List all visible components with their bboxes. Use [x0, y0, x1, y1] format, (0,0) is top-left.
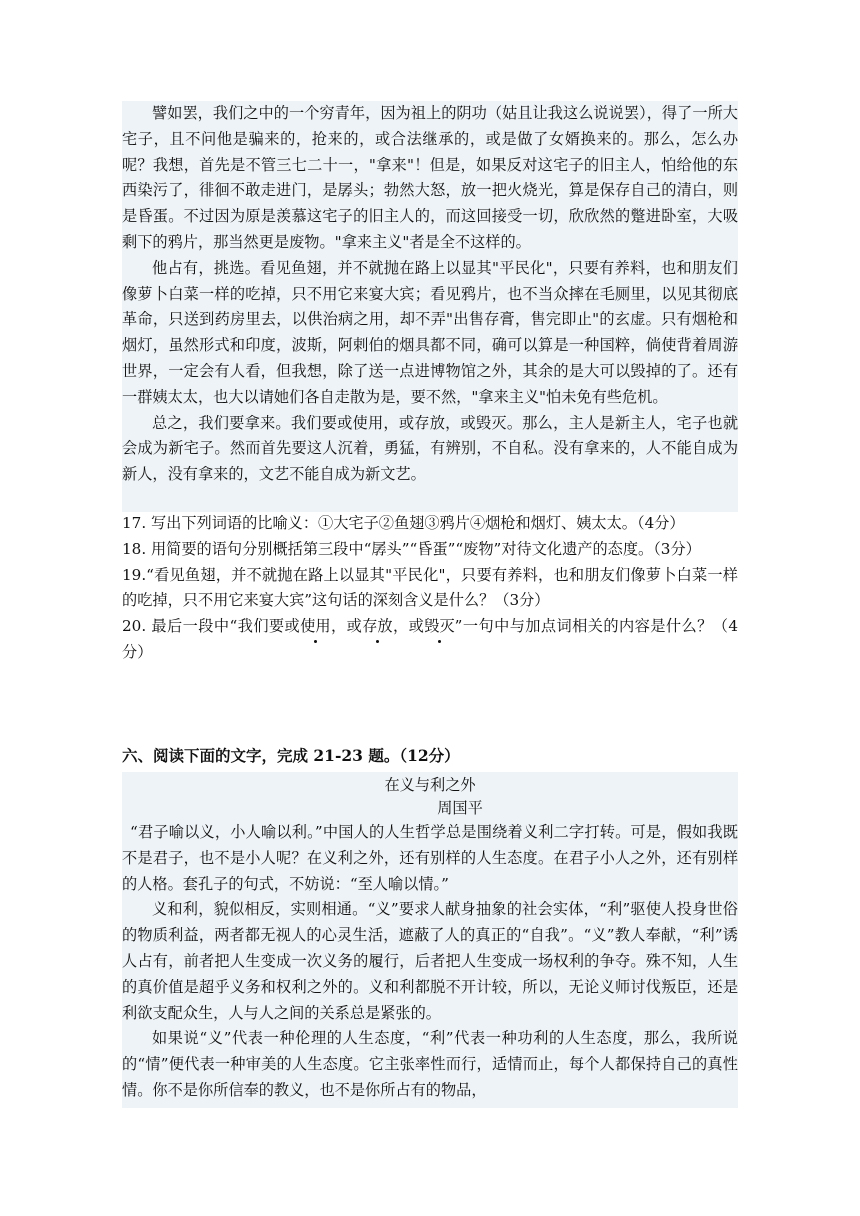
- question-20-suffix: ”一句中与加点词相关的内容是什么？（4分）: [122, 617, 739, 661]
- question-17: 17. 写出下列词语的比喻义：①大宅子②鱼翅③鸦片④烟枪和烟灯、姨太太。（4分）: [122, 514, 685, 532]
- question-18: 18. 用简要的语句分别概括第三段中“孱头”“昏蛋”“废物”对待文化遗产的态度。（3分）: [122, 539, 701, 558]
- dotted-word-store: 存放: [362, 614, 392, 640]
- question-20-prefix: 20. 最后一段中“我们要或: [122, 617, 301, 636]
- passage-2-paragraph-2: 义和利，貌似相反，实则相通。“义”要求人献身抽象的社会实体，“利”驱使人投身世俗的物质利益，两者都无视人的心灵生活，遮蔽了人的真正的“自我”。“义”教人奉献，“利”诱人占有，前者把人生变成一次义务的履行，后者把人生变成一场权利的争夺。殊不知，人生的真价值是超乎义务和权利之外的。义和利都脱不开计较，所以，无论义师讨伐叛臣，还是利欲支配众生，人与人之间的关系总是紧张的。: [122, 900, 738, 1022]
- section-6-heading: 六、阅读下面的文字，完成 21-23 题。（12分）: [122, 746, 460, 765]
- dotted-word-destroy: 毁灭: [424, 614, 454, 640]
- question-20-mid-1: ，或: [330, 617, 363, 636]
- question-20: [122, 614, 738, 666]
- questions-17-20: [122, 511, 738, 666]
- question-19: 19.“看见鱼翅，并不就抛在路上以显其"平民化"，只要有养料，也和朋友们像萝卜白菜一样的吃掉，只不用它来宴大宾”这句话的深刻含义是什么？（3分）: [122, 565, 738, 610]
- passage-2-paragraph-3: 如果说“义”代表一种伦理的人生态度，“利”代表一种功利的人生态度，那么，我所说的“情”便代表一种审美的人生态度。它主张率性而行，适情而止，每个人都保持自己的真性情。你不是你所信奉的教义，也不是你所占有的物品，: [122, 1029, 738, 1099]
- section-6-heading-wrap: [122, 743, 738, 769]
- passage-2: [122, 772, 738, 1108]
- article-author: 周国平: [437, 799, 483, 817]
- dotted-word-use: 使用: [300, 614, 330, 640]
- passage-1-paragraph-2: 他占有，挑选。看见鱼翅，并不就抛在路上以显其"平民化"，只要有养料，也和朋友们像萝卜白菜一样的吃掉，只不用它来宴大宾；看见鸦片，也不当众摔在毛厕里，以见其彻底革命，只送到药房里去，以供治病之用，却不弄"出售存膏，售完即止"的玄虚。只有烟枪和烟灯，虽然形式和印度，波斯，阿剌伯的烟具都不同，确可以算是一种国粹，倘使背着周游世界，一定会有人看，但我想，除了送一点进博物馆之外，其余的是大可以毁掉的了。还有一群姨太太，也大以请她们各自走散为是，要不然，"拿来主义"怕未免有些危机。: [122, 258, 738, 406]
- article-title: 在义与利之外: [384, 776, 476, 794]
- passage-1-paragraph-1: 譬如罢，我们之中的一个穷青年，因为祖上的阴功（姑且让我这么说说罢），得了一所大宅子，且不问他是骗来的，抢来的，或合法继承的，或是做了女婿换来的。那么，怎么办呢？我想，首先是不管三七二十一，"拿来"！但是，如果反对这宅子的旧主人，怕给他的东西染污了，徘徊不敢走进门，是孱头；勃然大怒，放一把火烧光，算是保存自己的清白，则是昏蛋。不过因为原是羡慕这宅子的旧主人的，而这回接受一切，欣欣然的蹩进卧室，大吸剩下的鸦片，那当然更是废物。"拿来主义"者是全不这样的。: [122, 104, 738, 251]
- passage-1: [122, 101, 738, 512]
- question-20-mid-2: ，或: [392, 617, 425, 636]
- passage-2-paragraph-1: “君子喻以义，小人喻以利。”中国人的人生哲学总是围绕着义利二字打转。可是，假如我既不是君子，也不是小人呢？在义利之外，还有别样的人生态度。在君子小人之外，还有别样的人格。套孔子的句式，不妨说：“至人喻以情。”: [122, 823, 738, 893]
- passage-1-paragraph-3: 总之，我们要拿来。我们要或使用，或存放，或毁灭。那么，主人是新主人，宅子也就会成为新宅子。然而首先要这人沉着，勇猛，有辨别，不自私。没有拿来的，人不能自成为新人，没有拿来的，文艺不能自成为新文艺。: [122, 413, 738, 484]
